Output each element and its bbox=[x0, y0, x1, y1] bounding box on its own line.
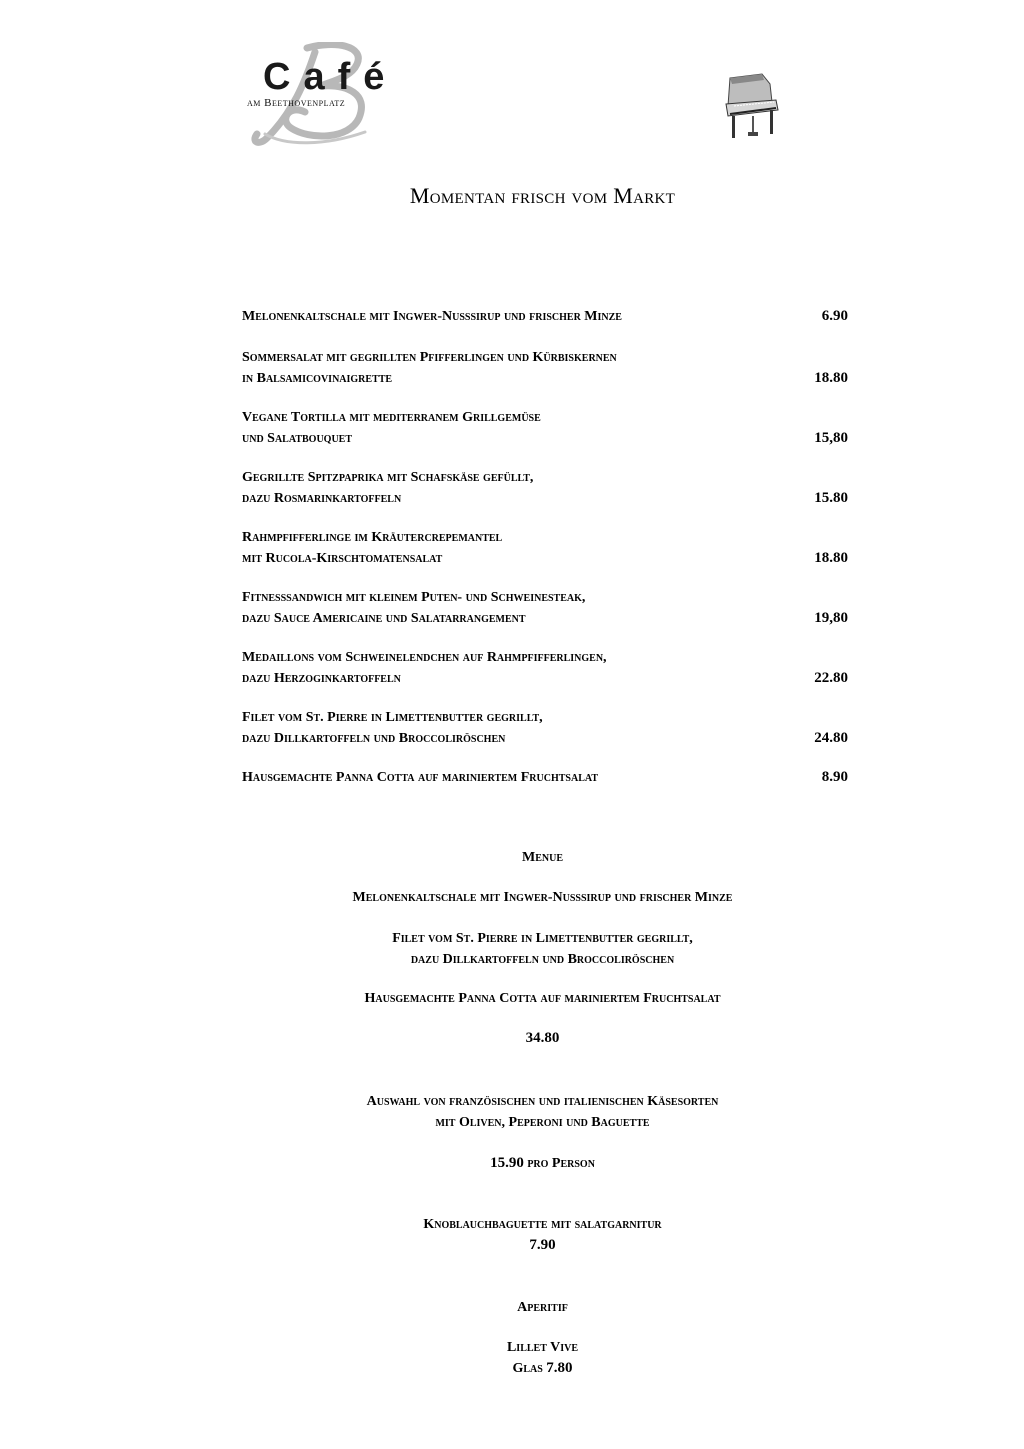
item-description-line2: dazu Sauce Americaine und Salatarrangement bbox=[242, 611, 526, 626]
item-description: Filet vom St. Pierre in Limettenbutter gegrillt, bbox=[242, 710, 543, 725]
cheese-description bbox=[0, 1091, 1024, 1133]
item-description: Vegane Tortilla mit mediterranem Grillgemüse bbox=[242, 410, 541, 425]
menu-price-row bbox=[0, 1028, 1024, 1049]
page-title: Momentan frisch vom Markt bbox=[409, 183, 676, 208]
menu-item bbox=[242, 647, 848, 689]
aperitif-item bbox=[0, 1337, 1024, 1379]
menu-item bbox=[242, 527, 848, 569]
menu-price: 34.80 bbox=[525, 1030, 560, 1046]
item-description-line2: dazu Herzoginkartoffeln bbox=[242, 671, 401, 686]
menu-course-1: Melonenkaltschale mit Ingwer-Nußsirup und frischer Minze bbox=[352, 890, 733, 905]
item-description: Fitnesssandwich mit kleinem Puten- und Schweinesteak, bbox=[242, 590, 586, 605]
menu-heading: Menue bbox=[522, 850, 563, 865]
menu-item bbox=[242, 467, 848, 509]
menu-item bbox=[242, 306, 848, 327]
menu-item bbox=[242, 767, 848, 788]
aperitif-glass bbox=[0, 1358, 1024, 1379]
logo-name: Café bbox=[263, 56, 398, 98]
item-price: 6.90 bbox=[821, 308, 848, 324]
menu-item bbox=[242, 707, 848, 749]
item-description-line2: dazu Rosmarinkartoffeln bbox=[242, 491, 402, 506]
garlic-price: 7.90 bbox=[529, 1237, 556, 1253]
cheese-price-unit: pro Person bbox=[527, 1156, 595, 1171]
garlic-name: Knoblauchbaguette mit salatgarnitur bbox=[423, 1217, 662, 1232]
menu-course-2-line1: Filet vom St. Pierre in Limettenbutter gegrillt, bbox=[392, 931, 693, 946]
item-price: 22.80 bbox=[814, 670, 848, 686]
item-price: 8.90 bbox=[821, 769, 848, 785]
garlic-baguette bbox=[0, 1214, 1024, 1256]
aperitif-heading: Aperitif bbox=[517, 1300, 568, 1315]
cheese-line2: mit Oliven, Peperoni und Baguette bbox=[435, 1115, 650, 1130]
aperitif-glass-label: Glas bbox=[512, 1361, 543, 1376]
cheese-line1: Auswahl von französischen und italienischen Käsesorten bbox=[366, 1094, 719, 1109]
item-description: Medaillons vom Schweinelendchen auf Rahmpfifferlingen, bbox=[242, 650, 607, 665]
item-description-line2: und Salatbouquet bbox=[242, 431, 353, 446]
cafe-logo bbox=[245, 42, 405, 152]
item-description: Sommersalat mit gegrillten Pfifferlingen und Kürbiskernen bbox=[242, 350, 617, 365]
item-description-line2: in Balsamicovinaigrette bbox=[242, 371, 393, 386]
logo-subtitle: am Beethovenplatz bbox=[247, 97, 346, 109]
item-description: Rahmpfifferlinge im Kräutercrepemantel bbox=[242, 530, 503, 545]
item-description: Hausgemachte Panna Cotta auf mariniertem Fruchtsalat bbox=[242, 770, 599, 785]
cheese-price-value: 15.90 bbox=[490, 1155, 524, 1171]
aperitif-glass-price: 7.80 bbox=[546, 1360, 573, 1376]
menu-course-3: Hausgemachte Panna Cotta auf mariniertem Fruchtsalat bbox=[364, 991, 721, 1006]
item-price: 19,80 bbox=[814, 610, 848, 626]
item-description-line2: dazu Dillkartoffeln und Broccoliröschen bbox=[242, 731, 506, 746]
grand-piano-icon bbox=[722, 70, 782, 145]
menu-item bbox=[242, 347, 848, 389]
menu-course-2 bbox=[0, 928, 1024, 970]
menu-item bbox=[242, 587, 848, 629]
item-price: 18.80 bbox=[814, 370, 848, 386]
item-description: Melonenkaltschale mit Ingwer-Nußsirup und frischer Minze bbox=[242, 309, 622, 324]
item-price: 24.80 bbox=[814, 730, 848, 746]
item-price: 15.80 bbox=[814, 490, 848, 506]
cheese-price bbox=[0, 1153, 1024, 1174]
item-price: 15,80 bbox=[814, 430, 848, 446]
menu-item bbox=[242, 407, 848, 449]
aperitif-name: Lillet Vive bbox=[506, 1340, 579, 1355]
item-price: 18.80 bbox=[814, 550, 848, 566]
item-description-line2: mit Rucola-Kirschtomatensalat bbox=[242, 551, 443, 566]
menu-course-2-line2: dazu Dillkartoffeln und Broccoliröschen bbox=[410, 952, 675, 967]
item-description: Gegrillte Spitzpaprika mit Schafskäse gefüllt, bbox=[242, 470, 534, 485]
